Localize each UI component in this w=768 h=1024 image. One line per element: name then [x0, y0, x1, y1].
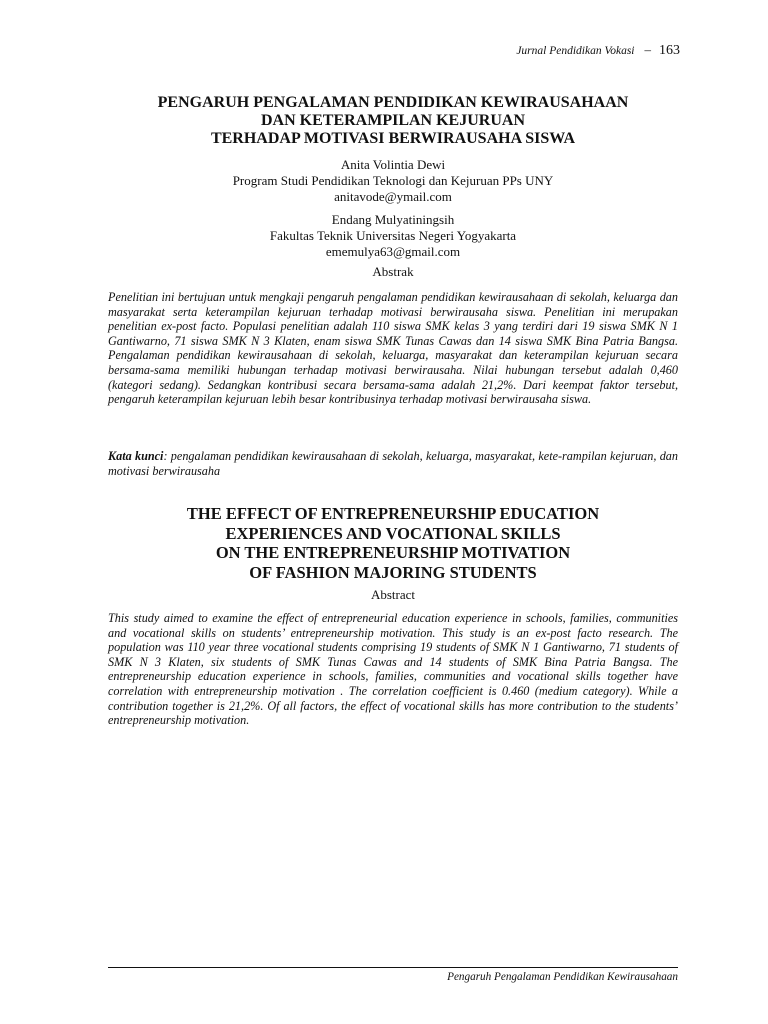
running-footer: Pengaruh Pengalaman Pendidikan Kewirausahaan	[447, 971, 678, 983]
author-block-2	[100, 212, 686, 260]
title-line: OF FASHION MAJORING STUDENTS	[249, 562, 537, 582]
title-line: THE EFFECT OF ENTREPRENEURSHIP EDUCATION	[186, 504, 600, 523]
author-email: ememulya63@gmail.com	[325, 244, 461, 259]
author-name: Endang Mulyatiningsih	[331, 212, 455, 227]
footer-divider	[108, 967, 678, 968]
keywords-label: Kata kunci	[108, 449, 164, 463]
abstrak-heading: Abstrak	[372, 264, 414, 279]
author-block-1	[100, 157, 686, 205]
abstract-heading: Abstract	[370, 587, 416, 602]
abstract-body: This study aimed to examine the effect of entrepreneurial education experience in schools, families, communities and vocational skills on students’ entrepreneurship motivation. This study is an ex-post facto research. The population was 110 year three vocational students comprising 19 students of SMK N 1 Gantiwarno, 71 students of SMK N 3 Klaten, six students of SMK Tunas Cawas and 14 students of SMK Bina Patria Bangsa. The entrepreneurship education experience in schools, families, communities and vocational skills together have correlation with entrepreneurship motivation . The correlation coefficient is 0.460 (medium category). While a contribution together is 21,2%. Of all factors, the effect of vocational skills has more contribution to the students’ entrepreneurship motivation.	[108, 611, 678, 728]
title-line: EXPERIENCES AND VOCATIONAL SKILLS	[225, 523, 561, 543]
title-line: ON THE ENTREPRENEURSHIP MOTIVATION	[215, 543, 571, 562]
header-dash: –	[644, 42, 651, 57]
article-title-english	[100, 504, 686, 582]
running-header	[516, 42, 680, 59]
author-affiliation: Program Studi Pendidikan Teknologi dan Kejuruan PPs UNY	[232, 173, 554, 188]
title-line: DAN KETERAMPILAN KEJURUAN	[260, 112, 525, 129]
title-line: PENGARUH PENGALAMAN PENDIDIKAN KEWIRAUSAHAAN	[157, 94, 629, 111]
keywords-text: : pengalaman pendidikan kewirausahaan di sekolah, keluarga, masyarakat, kete-rampilan kejuruan, dan motivasi berwirausaha	[108, 449, 678, 478]
keywords	[108, 449, 678, 478]
author-name: Anita Volintia Dewi	[340, 157, 446, 172]
page-number: 163	[659, 43, 680, 58]
article-title-indonesian	[100, 94, 686, 148]
journal-name: Jurnal Pendidikan Vokasi	[516, 45, 635, 57]
author-email: anitavode@ymail.com	[334, 189, 452, 204]
author-affiliation: Fakultas Teknik Universitas Negeri Yogyakarta	[269, 228, 517, 243]
abstrak-body: Penelitian ini bertujuan untuk mengkaji pengaruh pengalaman pendidikan kewirausahaan di sekolah, keluarga dan masyarakat serta keterampilan kejuruan terhadap motivasi berwirausaha siswa. Penelitian ini merupakan penelitian ex-post facto. Populasi penelitian adalah 110 siswa SMK kelas 3 yang terdiri dari 19 siswa SMK N 1 Gantiwarno, 71 siswa SMK N 3 Klaten, enam siswa SMK Tunas Cawas dan 14 siswa SMK Bina Patria Bangsa. Pengalaman pendidikan kewirausahaan di sekolah, keluarga, masyarakat dan keterampilan kejuruan secara bersama-sama memiliki hubungan terhadap motivasi berwirausaha. Nilai hubungan tersebut adalah 0,460 (kategori sedang). Sedangkan kontribusi secara bersama-sama adalah 21,2%. Dari keempat faktor tersebut, pengaruh keterampilan kejuruan lebih besar kontribusinya terhadap motivasi berwirausaha siswa.	[108, 290, 678, 407]
title-line: TERHADAP MOTIVASI BERWIRAUSAHA SISWA	[210, 130, 576, 147]
